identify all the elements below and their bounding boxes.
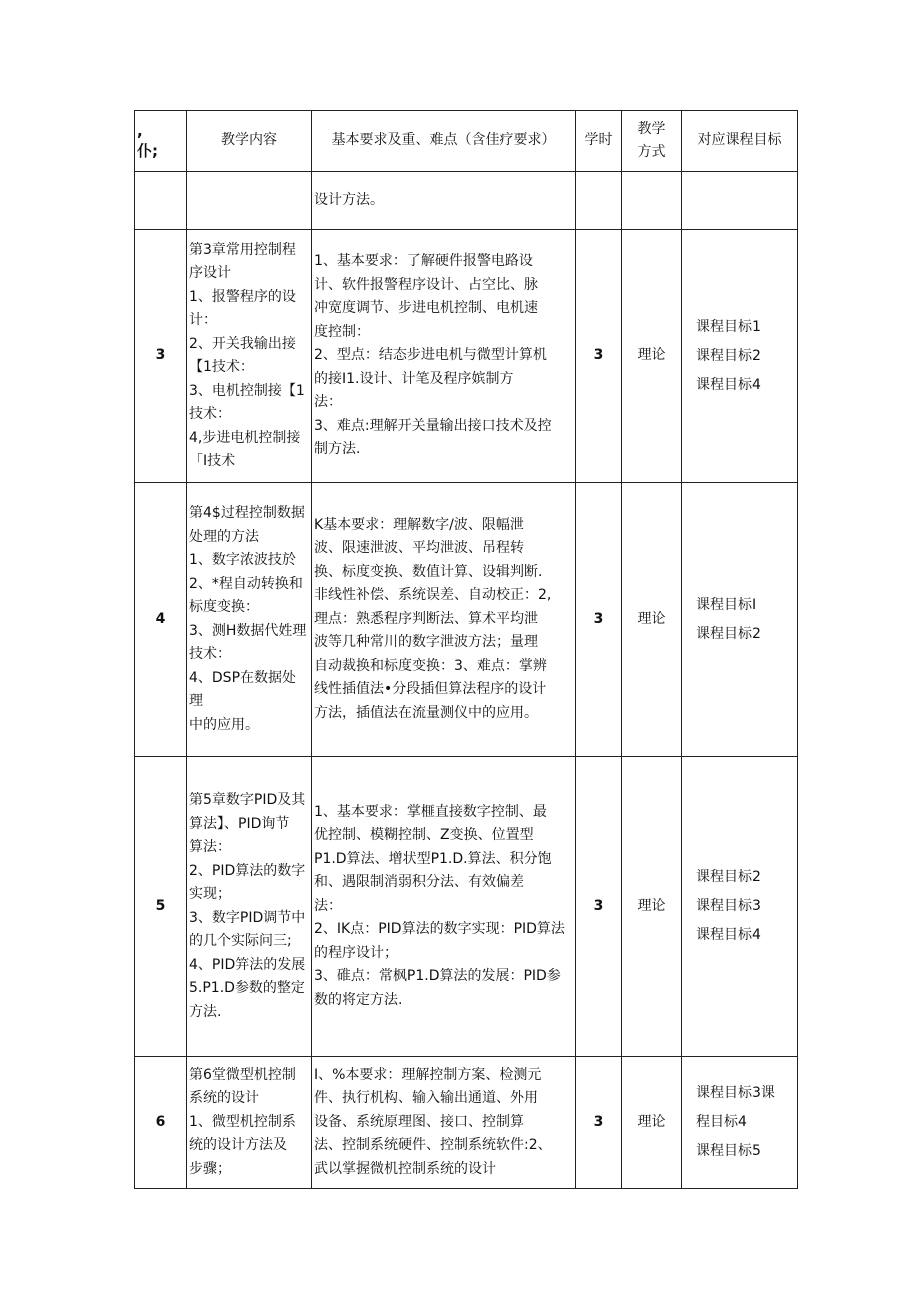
row-content-line: 1、微型机控制系	[189, 1113, 296, 1130]
row-content	[187, 757, 312, 1057]
row-hours: 3	[576, 1057, 622, 1189]
row-content-line: 3、数字PID调节中	[189, 909, 306, 926]
course-goal: 程目标4	[696, 1114, 747, 1130]
row-requirements-line: K基本要求：理解数字/波、限幅泄	[314, 516, 524, 533]
course-goal: 课程目标4	[696, 376, 761, 393]
row-goals	[682, 483, 798, 757]
row-requirements-line: P1.D算法、增状型P1.D.算法、积分饱	[314, 850, 552, 867]
row-requirements-line: 件、执行机构、输入输出通道、外用	[314, 1090, 538, 1107]
row-content-line: 第4$过程控制数据	[189, 505, 305, 521]
row-requirements-line: 冲宽度调节、步进电机控制、电机速	[314, 300, 538, 317]
row-hours: 3	[576, 483, 622, 757]
row-requirements-line: 度控制：	[314, 323, 370, 340]
row-method: 理论	[622, 230, 682, 483]
row-content-line: 技术：	[189, 646, 231, 662]
row-content-line: 5.P1.D参数的整定	[189, 980, 305, 996]
row-content-line: 【1技术：	[189, 359, 254, 375]
row-index: 3	[135, 230, 187, 483]
course-goal: 课程目标2	[696, 347, 761, 364]
row-content-line: 第5章数字PID及其	[189, 792, 306, 808]
row-requirements-line: 2、型点：结态步进电机与微型计算机	[314, 347, 547, 364]
row-requirements-line: 的程序设计；	[314, 944, 398, 961]
row-content-line: 方法.	[189, 1003, 222, 1020]
table-row	[135, 757, 798, 1057]
row-requirements-line: 法：	[314, 897, 342, 914]
row-requirements-line: 方法，插值法在流量测仪中的应用。	[314, 704, 538, 721]
row-requirements-line: I、%本要求：理解控制方案、检测元	[314, 1066, 542, 1083]
row-requirements-line: 计、软件报警程序设计、占空比、脉	[314, 276, 538, 293]
row-content-line: 4、PID笄法的发展	[189, 956, 306, 973]
row-goals	[682, 1057, 798, 1189]
row-goals	[682, 230, 798, 483]
row-requirements-line: 非线性补偿、系统误差、自动校正：2,	[314, 587, 552, 604]
row-content-line: 4、DSP在数据处理	[189, 669, 297, 709]
table-header-row	[135, 111, 798, 172]
table-row	[135, 1057, 798, 1189]
row-content-line: 序设计	[189, 265, 231, 281]
row-requirements-line: 设备、系统原理图、接口、控制算	[314, 1113, 524, 1130]
row-requirements	[312, 757, 576, 1057]
row-method: 理论	[622, 483, 682, 757]
course-goal: 课程目标3课	[696, 1085, 775, 1101]
course-goal: 课程目标4	[696, 927, 761, 943]
row-requirements-line: 3、碓点：常枫P1.D算法的发展：PID参	[314, 968, 561, 985]
row-requirements-line: 理点：熟悉程序判断法、算术平均泄	[314, 610, 538, 627]
syllabus-table	[134, 110, 798, 1189]
row-index: 5	[135, 757, 187, 1057]
header-goal: 对应课程目标	[682, 111, 798, 172]
row-goals	[682, 757, 798, 1057]
course-goal: 课程目标I	[696, 596, 757, 613]
row-method: 理论	[622, 757, 682, 1057]
row-requirements-line: 换、标度变换、数值计算、设辑判断.	[314, 563, 543, 580]
continuation-goal	[682, 172, 798, 230]
row-content-line: 1、报警程序的设	[189, 288, 296, 305]
row-hours: 3	[576, 230, 622, 483]
row-requirements-line: 2、IK点：PID算法的数字实现：PID算法	[314, 921, 565, 938]
header-method-cell	[622, 111, 682, 172]
row-content-line: 3、电机控制接【1	[189, 382, 305, 399]
row-requirements-line: 3、难点:理解开关量输出接口技术及控	[314, 417, 552, 434]
row-content-line: 处理的方法	[189, 528, 259, 545]
row-requirements-line: 线性插值法•分段插但算法程序的设计	[314, 681, 547, 698]
header-index-cell	[135, 111, 187, 172]
row-content-line: 2、PID算法的数字	[189, 862, 306, 879]
table-row	[135, 230, 798, 483]
row-content-line: 2、*程自动转换和	[189, 575, 303, 592]
row-content-line: 算法】、PID询节	[189, 815, 290, 832]
row-requirements	[312, 1057, 576, 1189]
row-content	[187, 483, 312, 757]
row-content	[187, 1057, 312, 1189]
course-goal: 课程目标5	[696, 1143, 761, 1159]
row-requirements-line: 法：	[314, 394, 342, 411]
row-requirements-line: 自动裁换和标度变换：3、难点：掌辨	[314, 657, 547, 674]
row-requirements-line: 数的将定方法.	[314, 991, 403, 1008]
header-hours: 学时	[576, 111, 622, 172]
header-requirements: 基本要求及重、难点（含佳疗要求）	[312, 111, 576, 172]
row-content-line: 「I技术	[189, 453, 236, 469]
continuation-requirements: 设计方法。	[312, 172, 576, 230]
row-content-line: 第3章常用控制程	[189, 241, 296, 258]
row-content	[187, 230, 312, 483]
row-content-line: 步骤；	[189, 1160, 231, 1177]
row-requirements-line: 的接I1.设计、计笔及程序嫔制方	[314, 370, 514, 387]
row-index: 4	[135, 483, 187, 757]
continuation-index	[135, 172, 187, 230]
row-content-line: 3、测H数据代姓理	[189, 622, 307, 639]
table-row	[135, 483, 798, 757]
continuation-content	[187, 172, 312, 230]
row-hours: 3	[576, 757, 622, 1057]
row-content-line: 系统的设计	[189, 1090, 259, 1107]
row-content-line: 1、数字浓波技於	[189, 552, 296, 568]
row-content-line: 的几个实际问三;	[189, 933, 292, 949]
row-requirements-line: 1、基本要求：了解硬件报警电路设	[314, 253, 533, 270]
row-content-line: 计：	[189, 312, 217, 328]
row-content-line: 统的设计方法及	[189, 1137, 287, 1154]
course-goal: 课程目标2	[696, 869, 761, 885]
row-requirements	[312, 483, 576, 757]
course-goal: 课程目标1	[696, 318, 761, 335]
continuation-hours	[576, 172, 622, 230]
row-content-line: 4,步进电机控制接	[189, 429, 301, 446]
row-method: 理论	[622, 1057, 682, 1189]
row-content-line: 第6堂微型机控制	[189, 1066, 296, 1083]
header-index-bottom: 仆;	[137, 142, 158, 160]
row-requirements-line: 1、基本要求：掌榧直接数字控制、最	[314, 803, 547, 820]
row-index: 6	[135, 1057, 187, 1189]
row-content-line: 算法：	[189, 839, 231, 855]
row-content-line: 技术：	[189, 406, 231, 422]
course-goal: 课程目标2	[696, 625, 761, 642]
row-requirements-line: 优控制、模糊控制、Z变换、位置型	[314, 827, 534, 844]
header-index-top: ,	[137, 122, 143, 140]
continuation-row	[135, 172, 798, 230]
row-content-line: 2、开关我输出接	[189, 335, 296, 352]
row-requirements-line: 制方法.	[314, 441, 361, 458]
row-requirements-line: 波、限速泄波、平均泄波、吊程转	[314, 540, 524, 557]
course-goal: 课程目标3	[696, 898, 761, 914]
row-requirements-line: 武以掌握微机控制系统的设计	[314, 1160, 496, 1177]
row-requirements-line: 波等几种常川的数字泄波方法；量理	[314, 634, 538, 651]
row-content-line: 标度变换：	[189, 599, 259, 615]
row-requirements	[312, 230, 576, 483]
row-requirements-line: 和、遇限制消弱积分法、有效偏差	[314, 874, 524, 891]
row-content-line: 中的应用。	[189, 716, 259, 733]
row-requirements-line: 法、控制系统硬件、控制系统软件:2、	[314, 1137, 552, 1154]
header-method-top: 教学	[637, 120, 666, 137]
continuation-method	[622, 172, 682, 230]
row-content-line: 实现；	[189, 886, 231, 902]
header-method-bottom: 方式	[637, 144, 666, 160]
header-content: 教学内容	[187, 111, 312, 172]
